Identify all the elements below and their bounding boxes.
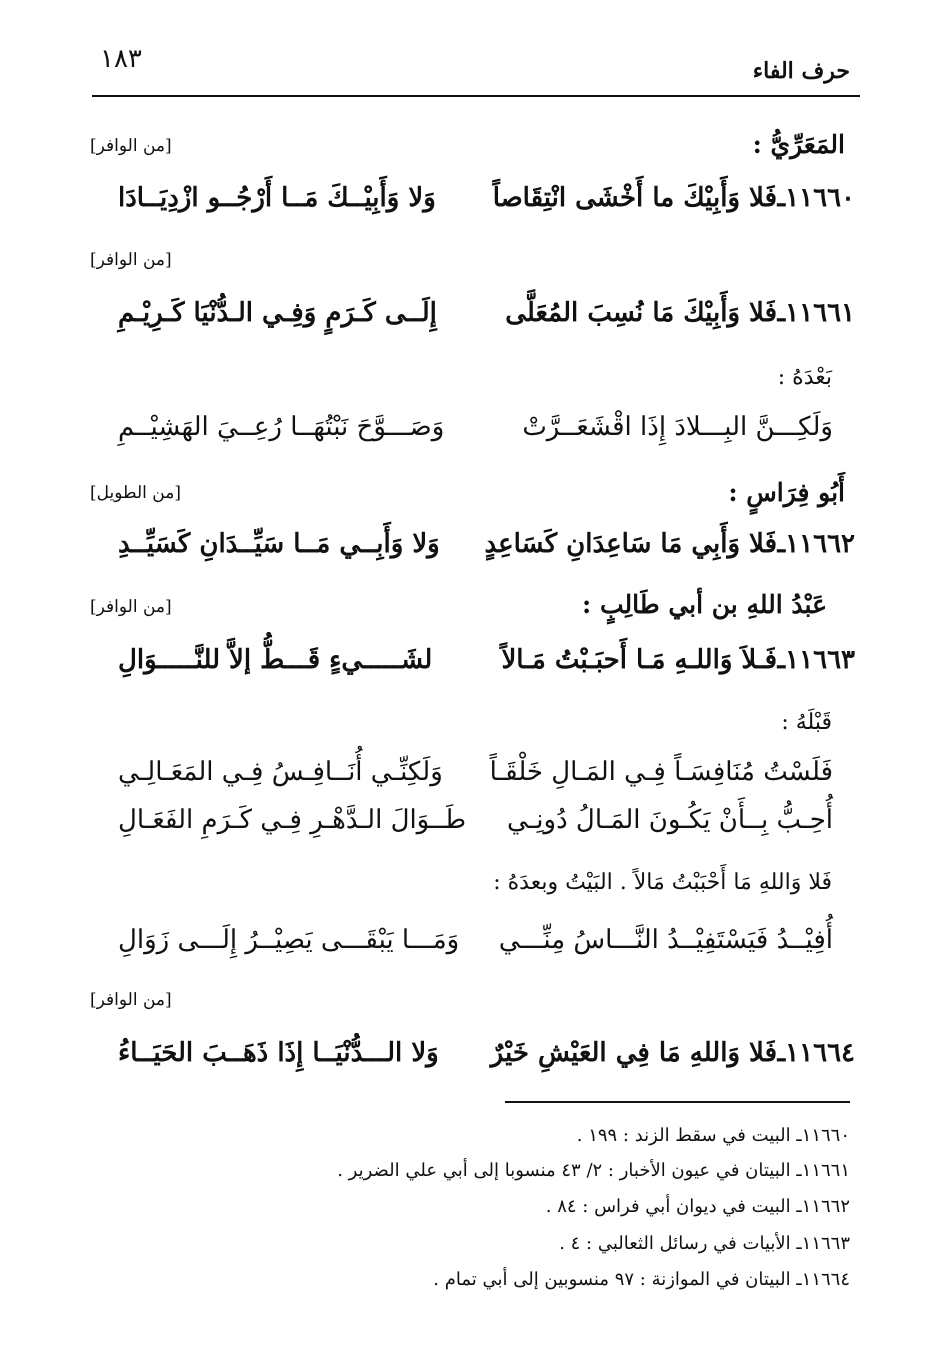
header-rule <box>92 95 860 97</box>
verse-number: ١١٦٦٠ـ <box>777 183 855 213</box>
verse-first-hemistich: أُحِـبُّ بِــأَنْ يَكُـونَ المَـالُ دُونِـي <box>507 805 833 835</box>
verse-first-hemistich: فَلَسْتُ مُنَافِسَـاً فِـي المَـالِ خَلْقَـاً <box>489 757 833 787</box>
verse-second-hemistich: لشَـــــيءٍ قَـــطُّ إلاَّ للنَّـــــوَالِ <box>118 645 433 675</box>
verse-first-hemistich: فَلا وَأَبِي مَا سَاعِدَانِ كَسَاعِدٍ <box>484 529 777 559</box>
verse-second-hemistich: وَلا وَأَبِيْــكَ مَــا أَرْجُــو ازْدِيَــادَا <box>118 183 436 213</box>
verse-number: ١١٦٦٤ـ <box>777 1038 855 1068</box>
meter-label: [من الطويل] <box>90 483 181 503</box>
footnote: ١١٦٦١ـ البيتان في عيون الأخبار : ٢/ ٤٣ منسوبا إلى أبي علي الضرير . <box>337 1160 850 1181</box>
before-label: قَبْلَهُ : <box>781 710 832 735</box>
verse-second-hemistich: طَــوَالَ الـدَّهْـرِ فِـي كَـرَمِ الفَعَـالِ <box>118 805 467 835</box>
after-label: بَعْدَهُ : <box>777 365 832 390</box>
verse-first-hemistich: فَلا وَاللهِ مَا فِي العَيْشِ خَيْرٌ <box>490 1038 777 1068</box>
page-number: ١٨٣ <box>100 44 142 74</box>
footnote: ١١٦٦٣ـ الأبيات في رسائل الثعالبي : ٤ . <box>559 1233 850 1254</box>
bridge-note: فَلا وَاللهِ مَا أَحْبَبْتُ مَالاً . البَيْتُ وبعدَهُ : <box>493 870 832 895</box>
footnote: ١١٦٦٢ـ البيت في ديوان أبي فراس : ٨٤ . <box>545 1196 850 1217</box>
verse-first-hemistich: أُفِيْــدُ فَيَسْتَفِيْــدُ النَّـــاسُ مِنِّـــي <box>498 925 833 955</box>
meter-label: [من الوافر] <box>90 136 172 156</box>
verse-second-hemistich: وَصَـــوَّحَ نَبْتُهَــا رُعِــيَ الهَشِيْــمِ <box>118 412 445 442</box>
footnote-rule <box>505 1101 850 1103</box>
poet-name: أَبُو فِرَاسٍ : <box>728 478 845 507</box>
footnote: ١١٦٦٤ـ البيتان في الموازنة : ٩٧ منسوبين إلى أبي تمام . <box>433 1269 850 1290</box>
verse-number: ١١٦٦٢ـ <box>777 529 855 559</box>
verse-second-hemistich: وَلا الـــدُّنْيَــا إِذَا ذَهَــبَ الحَيَــاءُ <box>118 1038 439 1068</box>
verse-first-hemistich: فَلا وَأَبِيْكَ ما أَخْشَى انْتِقَاصاً <box>492 183 777 213</box>
verse-second-hemistich: وَلَكِنِّـي أُنَــافِـسُ فِـي المَعَـالِـي <box>118 757 443 787</box>
meter-label: [من الوافر] <box>90 250 172 270</box>
verse-number: ١١٦٦١ـ <box>777 298 855 328</box>
running-title: حرف الفاء <box>752 58 850 84</box>
meter-label: [من الوافر] <box>90 990 172 1010</box>
verse-first-hemistich: فَلا وَأَبِيْكَ مَا نُسِبَ المُعَلَّى <box>505 298 777 328</box>
footnote: ١١٦٦٠ـ البيت في سقط الزند : ١٩٩ . <box>576 1125 850 1146</box>
poet-name: المَعَرِّيُّ : <box>752 130 845 159</box>
verse-first-hemistich: وَلَكِـــنَّ البِـــلادَ إِذَا اقْشَعَــرَّتْ <box>522 412 833 442</box>
verse-second-hemistich: وَلا وَأَبِــي مَــا سَيِّــدَانِ كَسَيِّــدِ <box>118 529 440 559</box>
poet-name: عَبْدُ اللهِ بن أبي طَالِبٍ : <box>582 590 827 619</box>
verse-first-hemistich: فَـلاَ وَاللـهِ مَـا أَحبَـبْتُ مَـالاً <box>501 645 777 675</box>
verse-second-hemistich: إِلَــى كَـرَمٍ وَفِـي الـدُّنْيَا كَـرِيْـمِ <box>118 298 437 328</box>
meter-label: [من الوافر] <box>90 597 172 617</box>
verse-second-hemistich: وَمَـــا يَبْقَـــى يَصِيْــرُ إِلَـــى زَوَالِ <box>118 925 460 955</box>
verse-number: ١١٦٦٣ـ <box>777 645 855 675</box>
